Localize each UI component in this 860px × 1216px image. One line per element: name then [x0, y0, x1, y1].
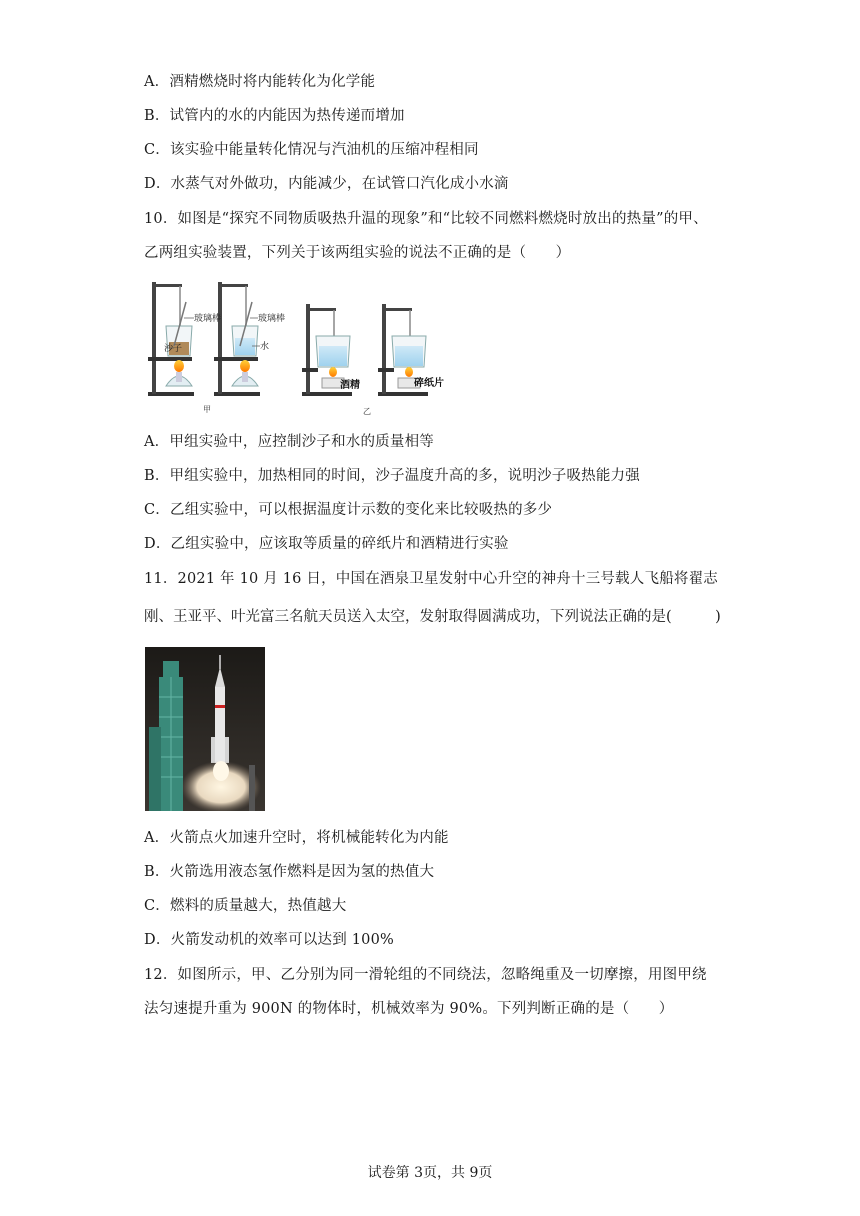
q10-option-d: D．乙组实验中，应该取等质量的碎纸片和酒精进行实验 [144, 536, 509, 552]
experiment-apparatus-figure [144, 274, 464, 420]
rocket-launch-photo [145, 647, 265, 811]
q11-option-c: C．燃料的质量越大，热值越大 [144, 898, 347, 914]
q9-option-c: C．该实验中能量转化情况与汽油机的压缩冲程相同 [144, 142, 479, 158]
q10-option-b: B．甲组实验中，加热相同的时间，沙子温度升高的多，说明沙子吸热能力强 [144, 468, 640, 484]
q9-option-a: A．酒精燃烧时将内能转化为化学能 [144, 74, 376, 90]
q9-option-b: B．试管内的水的内能因为热传递而增加 [144, 108, 405, 124]
q10-option-c: C．乙组实验中，可以根据温度计示数的变化来比较吸热的多少 [144, 502, 553, 518]
label-glass-rod-2: 玻璃棒 [258, 314, 286, 324]
label-paper-pieces: 碎纸片 [414, 378, 444, 389]
caption-yi: 乙 [363, 407, 371, 416]
q11-stem-line2: 刚、王亚平、叶光富三名航天员送入太空，发射取得圆满成功，下列说法正确的是( ) [144, 609, 721, 625]
q11-option-a: A．火箭点火加速升空时，将机械能转化为内能 [144, 830, 449, 846]
q10-option-a: A．甲组实验中，应控制沙子和水的质量相等 [144, 434, 434, 450]
caption-jia: 甲 [203, 405, 211, 414]
label-sand: 沙子 [164, 344, 183, 354]
setup-sand [148, 282, 194, 396]
q12-stem-line2: 法匀速提升重为 900N 的物体时，机械效率为 90%。下列判断正确的是（ ） [144, 1001, 674, 1017]
q11-option-d: D．火箭发动机的效率可以达到 100% [144, 932, 394, 948]
q11-stem-line1: 11．2021 年 10 月 16 日，中国在酒泉卫星发射中心升空的神舟十三号载人飞船将翟志 [144, 571, 718, 587]
label-glass-rod-1: 玻璃棒 [194, 314, 222, 324]
label-alcohol: 酒精 [340, 380, 360, 391]
label-water: 水 [260, 342, 270, 352]
q12-stem-line1: 12．如图所示，甲、乙分别为同一滑轮组的不同绕法，忽略绳重及一切摩擦，用图甲绕 [144, 967, 707, 983]
q10-stem-line2: 乙两组实验装置，下列关于该两组实验的说法不正确的是（ ） [144, 245, 571, 261]
setup-water [214, 282, 260, 396]
page-footer: 试卷第 3页，共 9页 [367, 1165, 493, 1181]
q9-option-d: D．水蒸气对外做功，内能减少，在试管口汽化成小水滴 [144, 176, 509, 192]
q11-option-b: B．火箭选用液态氢作燃料是因为氢的热值大 [144, 864, 435, 880]
q10-stem-line1: 10．如图是“探究不同物质吸热升温的现象”和“比较不同燃料燃烧时放出的热量”的甲、 [144, 211, 708, 227]
